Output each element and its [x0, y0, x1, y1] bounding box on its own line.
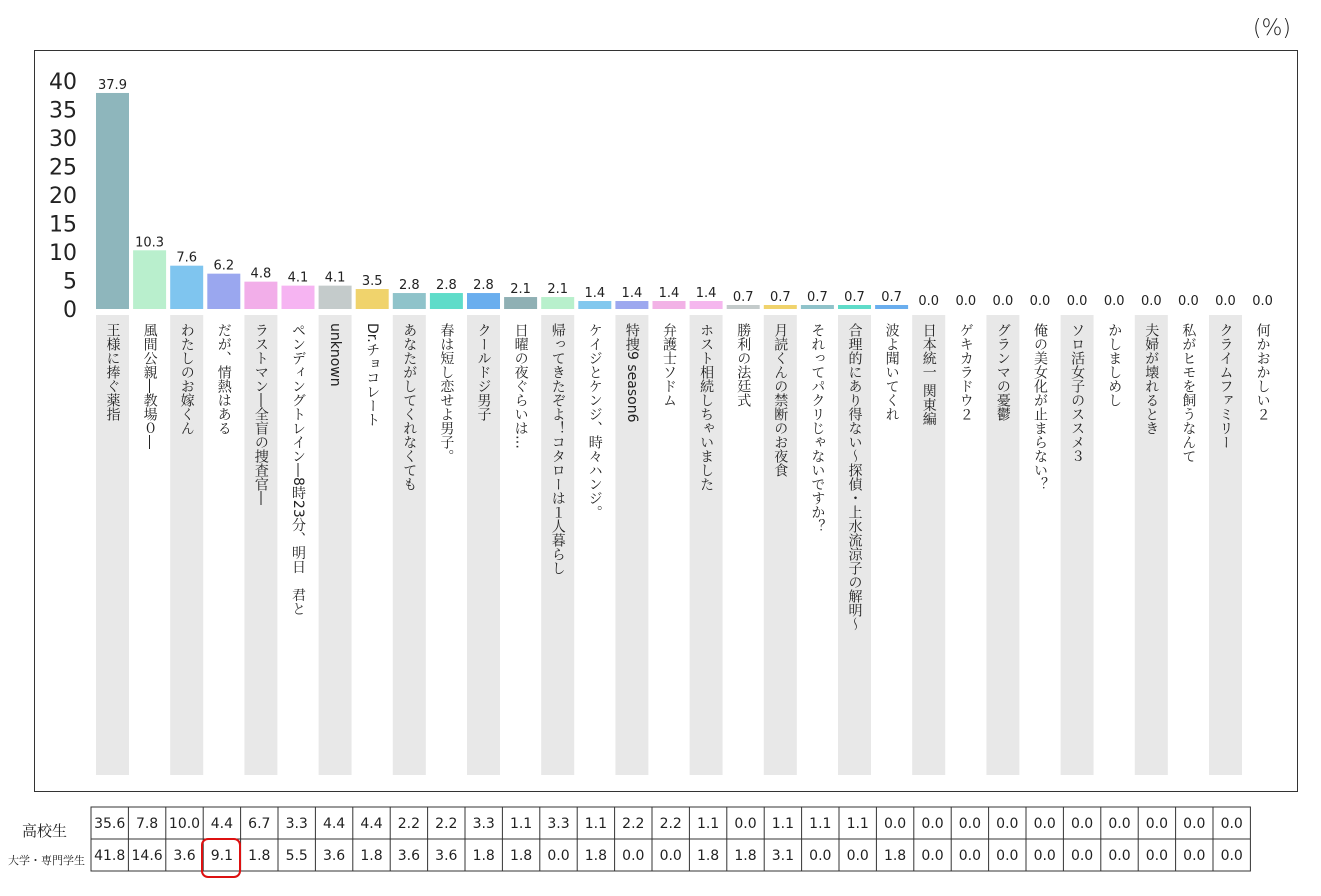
data-label: 4.8: [250, 266, 272, 282]
data-label: 1.4: [621, 286, 643, 302]
category-label: 何かおかしい２: [1254, 323, 1271, 421]
table-cell: 0.0: [958, 816, 982, 832]
category-label: 弁護士ソドム: [661, 323, 677, 407]
data-label: 0.0: [1066, 294, 1088, 309]
data-label: 2.8: [436, 278, 457, 294]
table-cell: 1.1: [509, 816, 533, 832]
bar: [875, 305, 908, 309]
table-cell: 0.0: [1108, 816, 1131, 832]
data-label: 7.6: [176, 250, 198, 266]
bar: [727, 305, 760, 309]
data-label: 0.0: [1252, 294, 1273, 309]
category-label: グランマの憂鬱: [994, 323, 1011, 421]
bar: [96, 93, 129, 309]
category-label: ソロ活女子のススメ３: [1069, 323, 1086, 463]
data-label: 10.3: [135, 235, 165, 251]
data-label: 1.4: [695, 286, 717, 302]
data-label: 0.7: [881, 290, 902, 306]
y-tick-label: 20: [49, 184, 77, 209]
bar: [541, 297, 574, 309]
table-cell: 7.8: [135, 816, 159, 832]
table-cell: 1.1: [696, 816, 720, 832]
bar: [467, 293, 500, 309]
table-cell: 2.2: [397, 816, 421, 832]
category-label: Dr.チョコレート: [364, 323, 381, 427]
category-label: 私がヒモを飼うなんて: [1180, 323, 1197, 463]
table-cell: 1.8: [696, 848, 720, 864]
bar: [764, 305, 797, 309]
table-cell: 0.0: [1220, 816, 1243, 832]
category-label: 春は短し恋せよ男子。: [438, 323, 455, 463]
category-label: クライムファミリー: [1217, 323, 1234, 449]
table-cell: 1.1: [771, 816, 795, 832]
y-tick-label: 40: [49, 70, 77, 95]
y-tick-label: 35: [49, 98, 77, 124]
table-cell: 35.6: [94, 816, 126, 832]
y-tick-label: 10: [49, 241, 77, 266]
table-cell: 2.2: [659, 816, 682, 832]
bar: [133, 250, 166, 309]
category-label: わたしのお嫁くん: [178, 323, 195, 435]
table-cell: 1.8: [734, 848, 757, 864]
table-cell: 41.8: [94, 848, 126, 864]
category-label: ゲキカラドウ２: [957, 323, 974, 421]
table-cell: 0.0: [809, 848, 832, 864]
table-cell: 0.0: [1070, 848, 1094, 864]
category-label: unknown: [327, 323, 344, 387]
table-cell: 3.6: [435, 848, 458, 864]
table-cell: 0.0: [1033, 816, 1056, 832]
table-cell: 4.4: [322, 816, 346, 832]
data-label: 0.0: [1215, 294, 1236, 309]
data-label: 4.1: [287, 270, 309, 286]
unit-label: (%): [1252, 16, 1291, 41]
table-cell: 4.4: [210, 816, 234, 832]
category-label: 日曜の夜ぐらいは…: [512, 323, 529, 449]
table-cell: 3.6: [397, 848, 421, 864]
category-label: だが、情熱はある: [215, 323, 232, 435]
table-cell: 3.6: [322, 848, 346, 864]
table-cell: 0.0: [547, 848, 570, 864]
table-cell: 0.0: [846, 848, 869, 864]
data-label: 1.4: [584, 286, 606, 302]
bar: [653, 301, 686, 309]
bar: [430, 293, 463, 309]
data-label: 0.0: [1029, 294, 1051, 309]
bar: [244, 282, 277, 309]
y-tick-label: 5: [63, 269, 77, 295]
bar: [578, 301, 611, 309]
table-cell: 0.0: [659, 848, 682, 864]
data-label: 0.7: [844, 290, 865, 306]
table-cell: 0.0: [958, 848, 982, 864]
data-label: 0.0: [1103, 294, 1125, 309]
category-label: 勝利の法廷式: [735, 323, 752, 407]
table-cell: 0.0: [1220, 848, 1243, 864]
y-tick-label: 0: [63, 298, 77, 323]
category-label: 夫婦が壊れるとき: [1143, 323, 1160, 435]
table-row-label-highschool: 高校生: [22, 822, 68, 840]
y-tick-label: 15: [49, 212, 77, 238]
bar: [690, 301, 723, 309]
category-label: ケイジとケンジ、時々ハンジ。: [586, 323, 603, 519]
bar: [615, 301, 648, 309]
data-label: 0.0: [1178, 294, 1199, 309]
category-label: かしましめし: [1106, 323, 1123, 407]
bar: [207, 274, 240, 309]
table-cell: 0.0: [996, 848, 1019, 864]
data-label: 37.9: [98, 77, 127, 93]
category-label: あなたがしてくれなくても: [401, 323, 418, 491]
table-cell: 2.2: [435, 816, 458, 832]
data-label: 0.7: [732, 290, 754, 306]
bar: [393, 293, 426, 309]
table-cell: 0.0: [1145, 848, 1169, 864]
category-label: それってパクリじゃないですか？: [809, 323, 826, 533]
table-cell: 1.8: [472, 848, 495, 864]
category-label: 特捜9 season6: [623, 323, 640, 423]
table-cell: 1.8: [360, 848, 383, 864]
category-label: 王様に捧ぐ薬指: [104, 323, 121, 421]
data-label: 2.8: [398, 278, 420, 294]
data-label: 0.7: [807, 290, 828, 306]
category-label: ペンディングトレイン―8時23分、明日 君と: [290, 323, 306, 616]
data-label: 1.4: [658, 286, 680, 302]
table-cell: 3.3: [472, 816, 495, 832]
chart-frame: [34, 50, 1298, 792]
table-cell: 2.2: [622, 816, 645, 832]
data-label: 0.7: [769, 290, 791, 306]
table-cell: 0.0: [1145, 816, 1169, 832]
data-label: 2.8: [473, 278, 494, 294]
table-cell: 3.1: [771, 848, 795, 864]
table-cell: 1.1: [809, 816, 832, 832]
data-label: 2.1: [547, 282, 569, 298]
bar-chart: [35, 51, 1299, 793]
data-label: 3.5: [361, 274, 383, 290]
category-label: ラストマン―全盲の捜査官―: [252, 323, 269, 505]
table-cell: 0.0: [883, 816, 907, 832]
table-cell: 10.0: [168, 816, 201, 832]
table-cell: 3.6: [173, 848, 196, 864]
table-cell: 4.4: [360, 816, 383, 832]
data-label: 0.0: [992, 294, 1014, 309]
table-cell: 0.0: [1033, 848, 1056, 864]
table-cell: 14.6: [131, 848, 163, 864]
table-cell: 1.8: [248, 848, 271, 864]
table-cell: 5.5: [285, 848, 308, 864]
table-cell: 0.0: [1070, 816, 1094, 832]
bar: [282, 286, 315, 309]
table-cell: 9.1: [210, 848, 234, 864]
category-label: 波よ聞いてくれ: [883, 323, 900, 421]
category-label: 合理的にあり得ない～探偵・上水流涼子の解明～: [846, 323, 863, 631]
table-cell: 6.7: [248, 816, 271, 832]
y-tick-label: 30: [49, 127, 77, 152]
bar: [356, 289, 389, 309]
category-label: 俺の美女化が止まらない？: [1032, 323, 1048, 491]
table-cell: 0.0: [996, 816, 1019, 832]
bar: [838, 305, 871, 309]
table-cell: 0.0: [622, 848, 645, 864]
table-cell: 1.8: [509, 848, 533, 864]
bar: [170, 266, 203, 309]
data-label: 4.1: [324, 270, 346, 286]
data-label: 6.2: [213, 258, 235, 274]
y-tick-label: 25: [49, 155, 77, 181]
category-label: ホスト相続しちゃいました: [698, 323, 715, 491]
table-cell: 0.0: [921, 816, 944, 832]
highlight-box: [201, 838, 241, 878]
table-cell: 1.1: [584, 816, 608, 832]
bar: [319, 286, 352, 309]
category-label: 帰ってきたぞよ！コタローは１人暮らし: [549, 323, 566, 575]
table-cell: 0.0: [1183, 816, 1206, 832]
data-label: 0.0: [1140, 294, 1162, 309]
data-table: [0, 806, 1321, 876]
table-row-label-university: 大学・専門学生: [8, 854, 85, 867]
table-cell: 3.3: [547, 816, 570, 832]
category-label: 日本統一 関東編: [920, 323, 937, 426]
table-cell: 1.1: [846, 816, 869, 832]
table-cell: 1.8: [883, 848, 907, 864]
bar: [504, 297, 537, 309]
bar: [801, 305, 834, 309]
table-cell: 0.0: [1108, 848, 1131, 864]
table-cell: 1.8: [584, 848, 608, 864]
category-label: クールドジ男子: [475, 323, 492, 421]
category-label: 月読くんの禁断のお夜食: [772, 323, 789, 477]
data-label: 0.0: [918, 294, 940, 309]
category-label: 風間公親―教場０―: [141, 323, 158, 449]
data-label: 2.1: [510, 282, 531, 298]
table-cell: 0.0: [734, 816, 757, 832]
table-cell: 0.0: [921, 848, 944, 864]
table-cell: 3.3: [285, 816, 308, 832]
data-label: 0.0: [955, 294, 977, 309]
table-cell: 0.0: [1183, 848, 1206, 864]
